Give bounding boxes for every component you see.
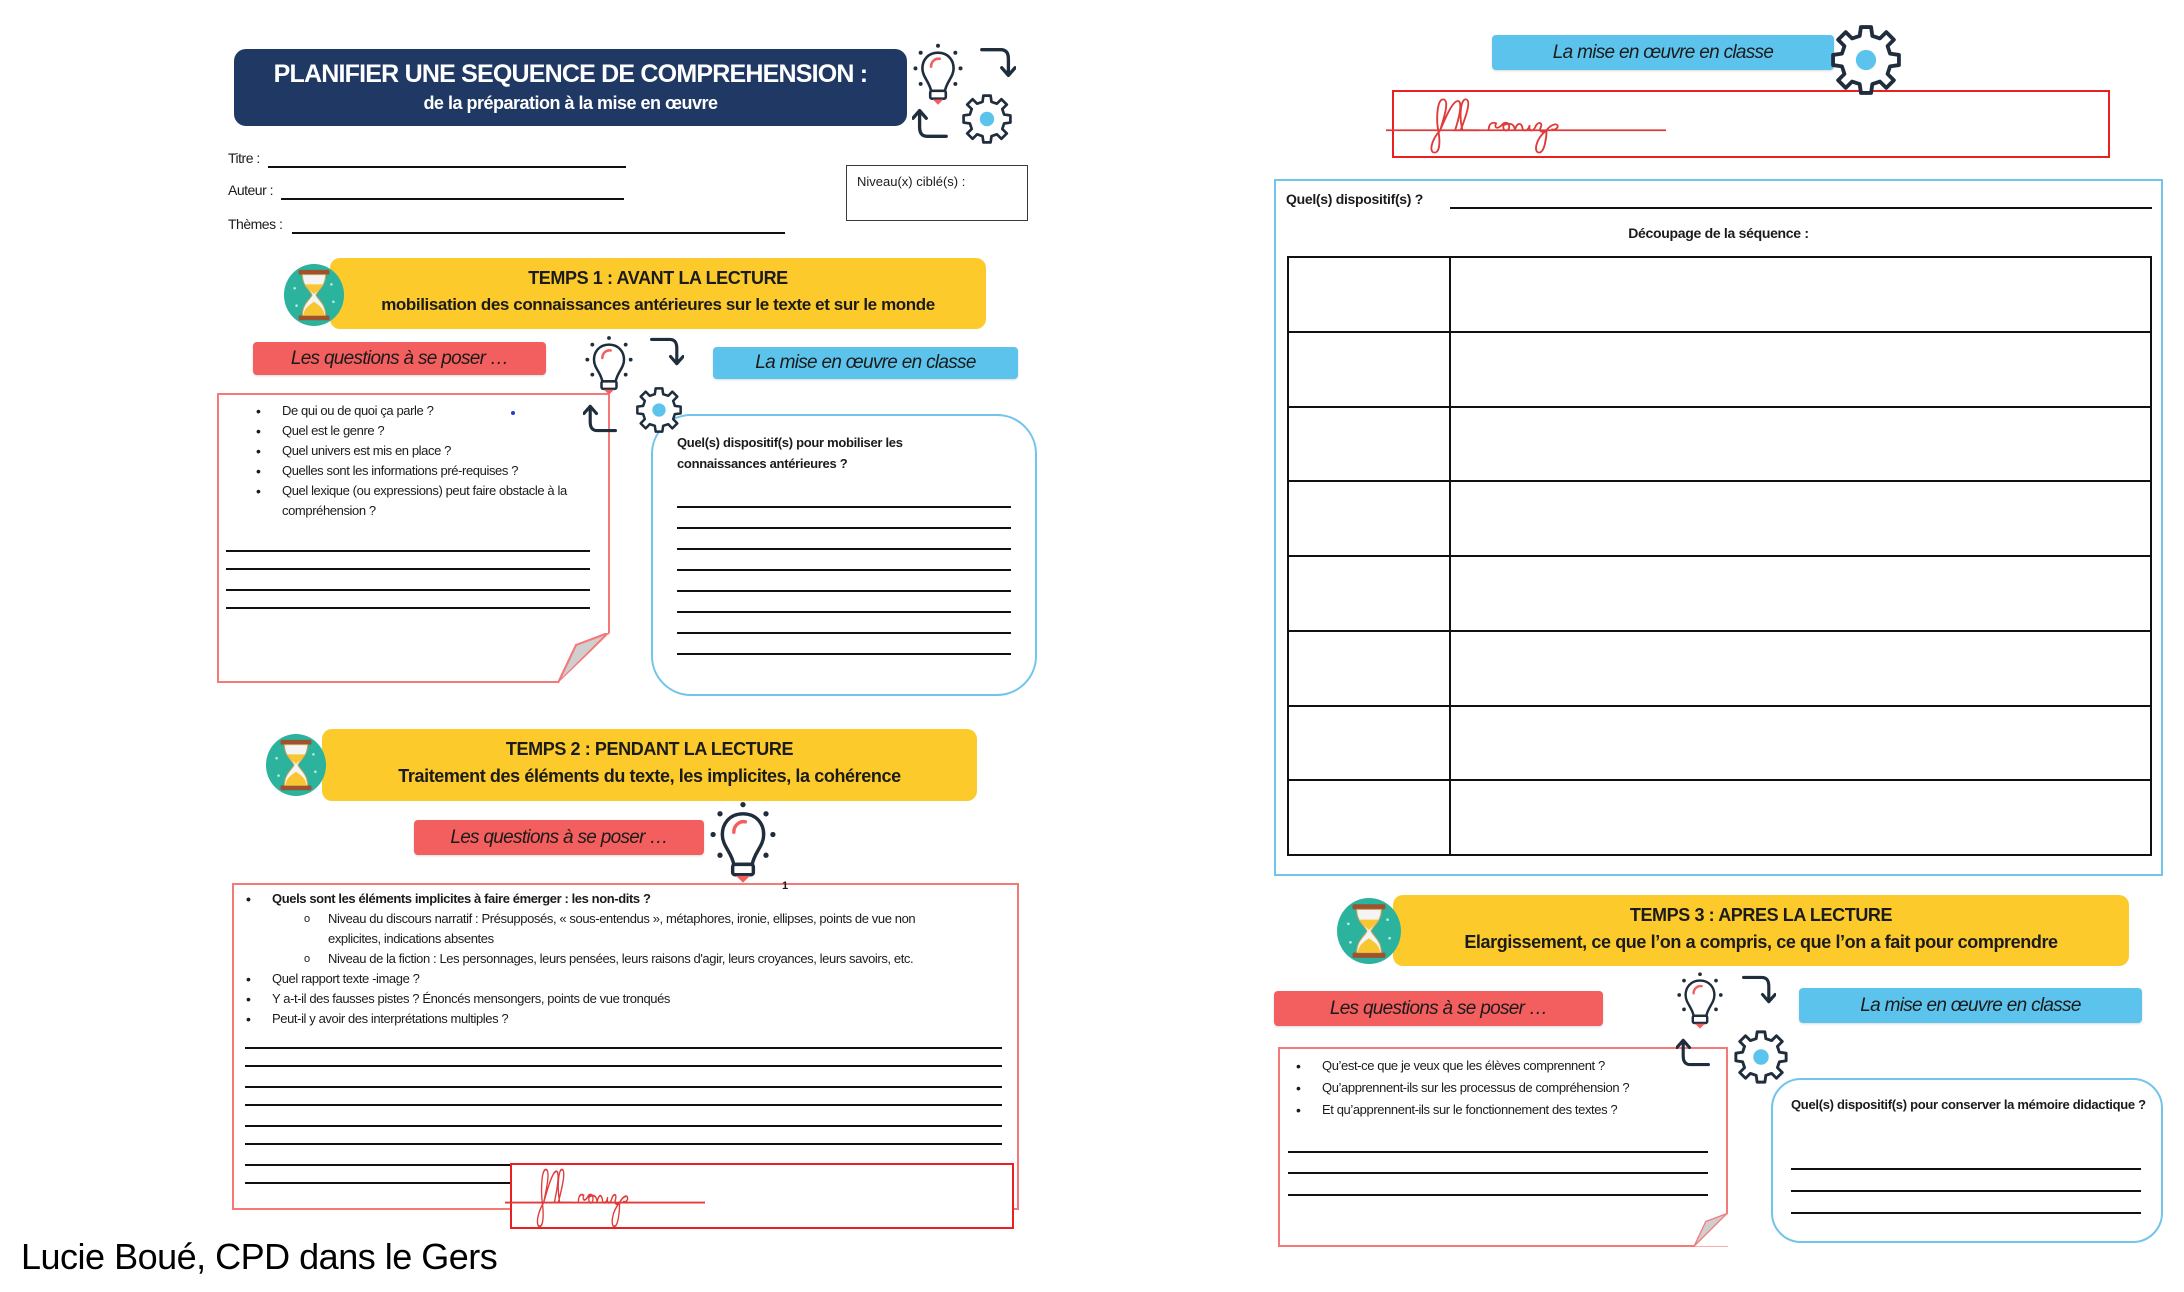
list-item: • Qu’est-ce que je veux que les élèves comprennent ? xyxy=(1322,1055,1722,1077)
cycle-arrow-icon xyxy=(583,400,619,436)
list-item: • Quel lexique (ou expressions) peut faire obstacle à la compréhension ? xyxy=(282,481,602,521)
write-line[interactable] xyxy=(1791,1190,2141,1192)
list-item: • Y a-t-il des fausses pistes ? Énoncés mensongers, points de vue tronqués xyxy=(272,989,1002,1009)
table-row xyxy=(1288,257,2151,332)
temps2-questions-label xyxy=(414,820,704,855)
stray-dot xyxy=(511,411,515,415)
write-line[interactable] xyxy=(677,548,1011,550)
table-row xyxy=(1288,706,2151,781)
write-line[interactable] xyxy=(1791,1212,2141,1214)
write-line[interactable] xyxy=(226,550,590,552)
hourglass-icon xyxy=(283,262,345,328)
list-sub-item: o Niveau de la fiction : Les personnages, leurs pensées, leurs raisons d'agir, leurs croyances, leurs savoirs, etc. xyxy=(328,949,1002,969)
themes-field[interactable] xyxy=(292,232,785,234)
table-cell-step[interactable] xyxy=(1288,780,1450,855)
hourglass-icon xyxy=(265,731,327,799)
table-cell-step[interactable] xyxy=(1288,706,1450,781)
table-row xyxy=(1288,780,2151,855)
page-subtitle: de la préparation à la mise en œuvre xyxy=(423,93,718,113)
sequence-table xyxy=(1287,256,2152,856)
temps2-heading: TEMPS 2 : PENDANT LA LECTURE xyxy=(505,739,794,759)
right-classe-label xyxy=(1492,35,1834,70)
list-item: • Peut-il y avoir des interprétations multiples ? xyxy=(272,1009,1002,1029)
temps1-questions-box[interactable] xyxy=(217,393,610,683)
write-line[interactable] xyxy=(245,1065,1002,1067)
gear-icon xyxy=(634,385,684,435)
table-cell-content[interactable] xyxy=(1450,257,2151,332)
temps3-subheading: Elargissement, ce que l’on a compris, ce que l’on a fait pour comprendre xyxy=(1464,932,2058,952)
temps1-dispositif-box[interactable] xyxy=(651,414,1037,696)
titre-label: Titre : xyxy=(228,150,260,166)
title-banner xyxy=(234,49,907,126)
niveau-label: Niveau(x) ciblé(s) : xyxy=(857,174,966,189)
temps3-banner xyxy=(1393,895,2129,966)
table-row xyxy=(1288,407,2151,482)
temps2-banner xyxy=(322,729,977,801)
table-cell-content[interactable] xyxy=(1450,556,2151,631)
cycle-arrow-icon xyxy=(912,104,950,142)
write-line[interactable] xyxy=(677,527,1011,529)
write-line[interactable] xyxy=(677,569,1011,571)
list-item: • Quel rapport texte -image ? xyxy=(272,969,1002,989)
write-line[interactable] xyxy=(677,632,1011,634)
list-sub-item: o Niveau du discours narratif : Présupposés, « sous-entendus », métaphores, ironie, ellipses, points de vue non explicites, indications absentes xyxy=(328,909,968,949)
table-row xyxy=(1288,332,2151,407)
cycle-arrow-icon xyxy=(1676,1034,1712,1070)
write-line[interactable] xyxy=(245,1125,1002,1127)
credit-text: Lucie Boué, CPD dans le Gers xyxy=(21,1236,498,1277)
temps3-heading: TEMPS 3 : APRES LA LECTURE xyxy=(1629,905,1893,925)
table-cell-step[interactable] xyxy=(1288,407,1450,482)
temps1-classe-text: La mise en œuvre en classe xyxy=(755,352,976,373)
write-line[interactable] xyxy=(677,611,1011,613)
gear-icon xyxy=(1826,22,1906,98)
gear-icon xyxy=(960,92,1014,146)
temps3-classe-text: La mise en œuvre en classe xyxy=(1860,995,2081,1016)
list-item: • Quels sont les éléments implicites à faire émerger : les non-dits ? xyxy=(272,889,1002,909)
table-cell-content[interactable] xyxy=(1450,780,2151,855)
cycle-arrow-icon xyxy=(648,334,684,370)
list-item: • De qui ou de quoi ça parle ? xyxy=(282,401,602,421)
table-row xyxy=(1288,481,2151,556)
titre-field[interactable] xyxy=(268,166,626,168)
write-line[interactable] xyxy=(677,653,1011,655)
table-cell-content[interactable] xyxy=(1450,631,2151,706)
decoupage-label: Découpage de la séquence : xyxy=(1628,225,1809,241)
page-curl-icon xyxy=(1694,1213,1728,1247)
temps2-questions-text: Les questions à se poser … xyxy=(450,827,668,848)
write-line[interactable] xyxy=(226,607,590,609)
temps2-questions-box[interactable] xyxy=(232,883,1019,1210)
write-line[interactable] xyxy=(245,1047,1002,1049)
fil-rouge-logo xyxy=(505,1166,705,1230)
temps1-classe-label xyxy=(713,347,1018,379)
list-item: • Qu’apprennent-ils sur les processus de compréhension ? xyxy=(1322,1077,1722,1099)
niveau-box[interactable] xyxy=(846,165,1028,221)
temps1-heading: TEMPS 1 : AVANT LA LECTURE xyxy=(528,268,788,288)
table-cell-step[interactable] xyxy=(1288,631,1450,706)
write-line[interactable] xyxy=(245,1104,1002,1106)
temps1-banner xyxy=(330,258,986,329)
table-cell-step[interactable] xyxy=(1288,556,1450,631)
table-cell-content[interactable] xyxy=(1450,332,2151,407)
lightbulb-icon xyxy=(1676,970,1724,1036)
write-line[interactable] xyxy=(245,1086,1002,1088)
themes-label: Thèmes : xyxy=(228,216,283,232)
temps1-questions-label xyxy=(253,342,546,375)
gear-icon xyxy=(1732,1028,1790,1086)
right-classe-text: La mise en œuvre en classe xyxy=(1552,42,1774,63)
fil-rouge-logo xyxy=(1386,96,1666,156)
table-row xyxy=(1288,556,2151,631)
temps3-dispositif-box[interactable] xyxy=(1771,1078,2163,1243)
write-line[interactable] xyxy=(1288,1194,1708,1196)
table-cell-step[interactable] xyxy=(1288,332,1450,407)
lightbulb-icon xyxy=(912,42,964,112)
sequence-frame xyxy=(1274,179,2163,876)
footnote-mark: 1 xyxy=(782,880,789,892)
write-line[interactable] xyxy=(1791,1168,2141,1170)
table-cell-content[interactable] xyxy=(1450,481,2151,556)
temps3-questions-box[interactable] xyxy=(1278,1047,1728,1247)
list-item: • Et qu’apprennent-ils sur le fonctionnement des textes ? xyxy=(1322,1099,1722,1121)
table-cell-step[interactable] xyxy=(1288,257,1450,332)
temps1-dispositif-prompt: Quel(s) dispositif(s) pour mobiliser les connaissances antérieures ? xyxy=(677,435,903,471)
cycle-arrow-icon xyxy=(978,44,1016,82)
temps2-subheading: Traitement des éléments du texte, les implicites, la cohérence xyxy=(398,766,901,786)
auteur-field[interactable] xyxy=(281,198,624,200)
lightbulb-icon xyxy=(584,334,634,402)
temps3-questions-label xyxy=(1274,991,1603,1026)
dispositifs-label: Quel(s) dispositif(s) ? xyxy=(1286,191,1423,207)
write-line[interactable] xyxy=(245,1164,515,1166)
write-line[interactable] xyxy=(226,568,590,570)
temps3-classe-label xyxy=(1799,988,2142,1023)
hourglass-icon xyxy=(1336,896,1402,966)
lightbulb-icon xyxy=(708,800,778,892)
write-line[interactable] xyxy=(1288,1172,1708,1174)
table-cell-content[interactable] xyxy=(1450,706,2151,781)
list-item: • Quel est le genre ? xyxy=(282,421,602,441)
write-line[interactable] xyxy=(1288,1151,1708,1153)
list-item: • Quel univers est mis en place ? xyxy=(282,441,602,461)
write-line[interactable] xyxy=(245,1182,515,1184)
write-line[interactable] xyxy=(226,589,590,591)
temps3-dispositif-prompt: Quel(s) dispositif(s) pour conserver la mémoire didactique ? xyxy=(1791,1097,2146,1112)
list-item: • Quelles sont les informations pré-requises ? xyxy=(282,461,602,481)
dispositifs-field[interactable] xyxy=(1450,207,2152,209)
cycle-arrow-icon xyxy=(1740,972,1776,1008)
write-line[interactable] xyxy=(677,506,1011,508)
table-row xyxy=(1288,631,2151,706)
write-line[interactable] xyxy=(677,590,1011,592)
auteur-label: Auteur : xyxy=(228,182,274,198)
table-cell-step[interactable] xyxy=(1288,481,1450,556)
temps1-questions-text: Les questions à se poser … xyxy=(290,348,509,369)
temps3-questions-text: Les questions à se poser … xyxy=(1329,998,1548,1019)
table-cell-content[interactable] xyxy=(1450,407,2151,482)
page-curl-icon xyxy=(558,633,610,683)
write-line[interactable] xyxy=(245,1143,1002,1145)
temps1-subheading: mobilisation des connaissances antérieures sur le texte et sur le monde xyxy=(381,295,935,314)
page-title: PLANIFIER UNE SEQUENCE DE COMPREHENSION : xyxy=(273,60,868,88)
